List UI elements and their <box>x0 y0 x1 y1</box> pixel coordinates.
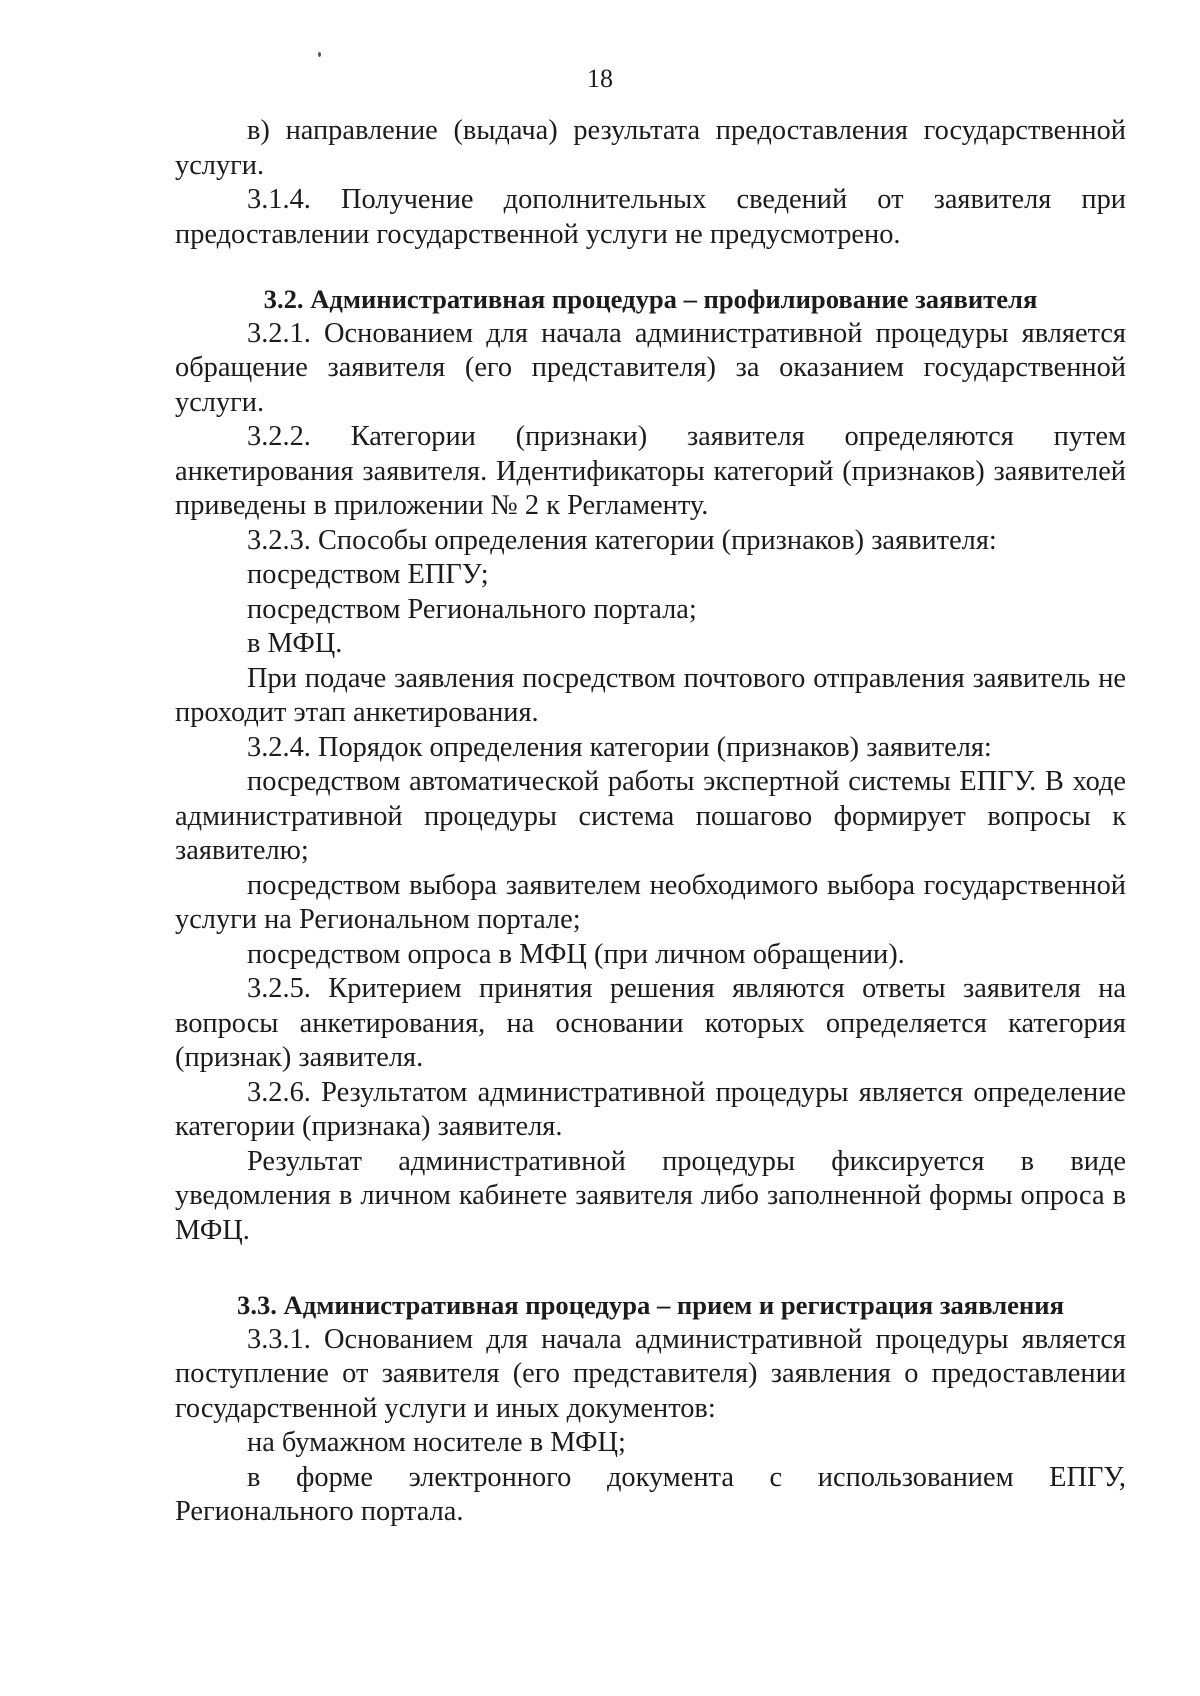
list-item: посредством ЕПГУ; <box>247 559 489 590</box>
list-item: в форме электронного документа с использованием ЕПГУ, Регионального портала. <box>175 1461 1126 1527</box>
paragraph: 3.2.2. Категории (признаки) заявителя определяются путем анкетирования заявителя. Идентификаторы категорий (признаков) заявителей приведены в приложении № 2 к Регламенту. <box>175 421 1126 521</box>
paragraph: 3.2.1. Основанием для начала административной процедуры является обращение заявителя (его представителя) за оказанием государственной услуги. <box>175 317 1126 418</box>
list-item: посредством выбора заявителем необходимого выбора государственной услуги на Региональном портале; <box>175 869 1126 935</box>
spacer <box>175 1248 1126 1288</box>
paragraph: в) направление (выдача) результата предоставления государственной услуги. <box>175 115 1126 181</box>
paragraph: 3.2.3. Способы определения категории (признаков) заявителя: <box>247 524 997 556</box>
list-item: на бумажном носителе в МФЦ; <box>247 1427 626 1458</box>
paragraph: 3.2.5. Критерием принятия решения являются ответы заявителя на вопросы анкетирования, на основании которых определяется категория (признак) заявителя. <box>175 973 1126 1073</box>
paragraph: Результат административной процедуры фиксируется в виде уведомления в личном кабинете заявителя либо заполненной формы опроса в МФЦ. <box>175 1145 1126 1246</box>
section-heading-3-3: 3.3. Административная процедура – прием и регистрация заявления <box>237 1290 1064 1320</box>
list-item: в МФЦ. <box>247 628 343 659</box>
paragraph: При подаче заявления посредством почтового отправления заявитель не проходит этап анкетирования. <box>175 662 1126 728</box>
section-heading-3-2: 3.2. Административная процедура – профилирование заявителя <box>263 284 1038 314</box>
paragraph: 3.1.4. Получение дополнительных сведений от заявителя при предоставлении государственной услуги не предусмотрено. <box>175 184 1126 250</box>
list-item: посредством опроса в МФЦ (при личном обращении). <box>247 938 905 970</box>
list-item: посредством автоматической работы экспертной системы ЕПГУ. В ходе административной процедуры система пошагово формирует вопросы к заявителю; <box>175 766 1126 866</box>
scan-speck <box>318 52 321 57</box>
paragraph: 3.2.6. Результатом административной процедуры является определение категории (признака) заявителя. <box>175 1076 1126 1142</box>
page-number: 18 <box>587 64 613 93</box>
paragraph: 3.2.4. Порядок определения категории (признаков) заявителя: <box>247 731 992 763</box>
spacer <box>175 252 1126 282</box>
paragraph: 3.3.1. Основанием для начала административной процедуры является поступление от заявителя (его представителя) заявления о предоставлении государственной услуги и иных документов: <box>175 1323 1126 1424</box>
document-body <box>175 114 1126 1530</box>
list-item: посредством Регионального портала; <box>247 593 697 625</box>
